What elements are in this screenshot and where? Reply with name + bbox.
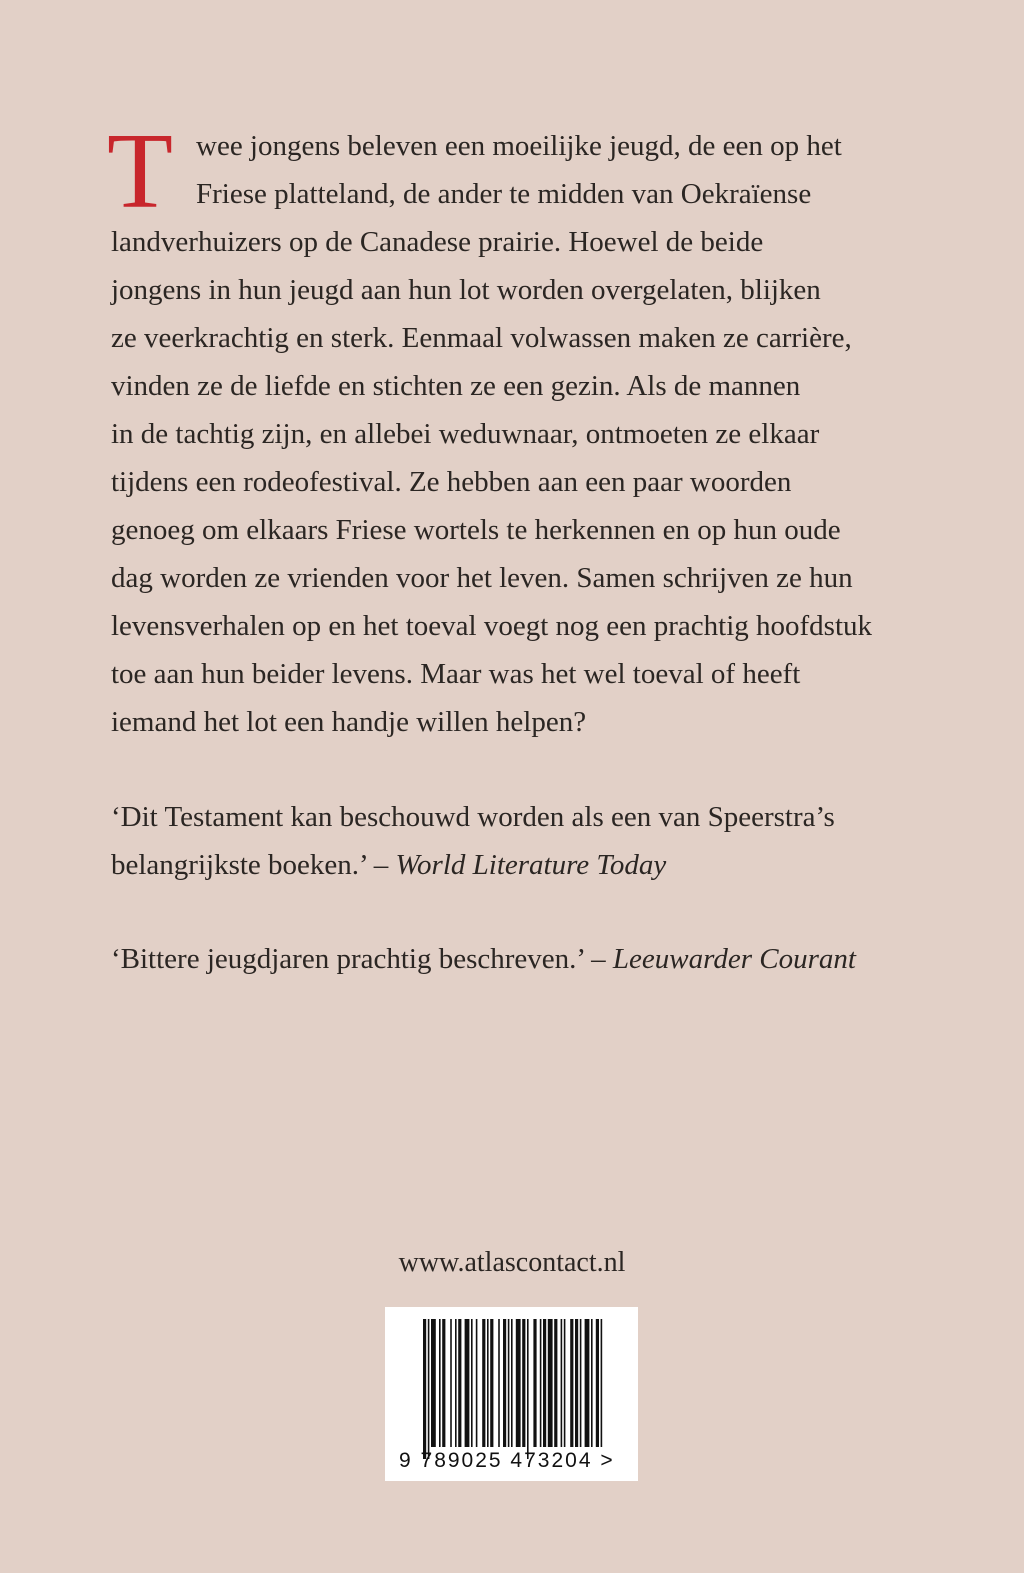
blurb-line: ze veerkrachtig en sterk. Eenmaal volwassen maken ze carrière, — [111, 322, 852, 354]
barcode-bar — [580, 1319, 582, 1447]
review-quote-leeuwarder-courant — [111, 935, 931, 983]
barcode-bar — [428, 1319, 430, 1459]
barcode-bar — [511, 1319, 513, 1447]
blurb-line: dag worden ze vrienden voor het leven. Samen schrijven ze hun — [111, 562, 853, 594]
barcode-bar — [548, 1319, 553, 1447]
quote-source: Leeuwarder Courant — [612, 943, 856, 975]
barcode-bar — [471, 1319, 473, 1447]
blurb-line: in de tachtig zijn, en allebei weduwnaar, ontmoeten ze elkaar — [111, 418, 820, 450]
blurb-line: wee jongens beleven een moeilijke jeugd, de een op het — [196, 130, 842, 162]
blurb-line: Friese platteland, de ander te midden van Oekraïense — [196, 178, 812, 210]
blurb-line: tijdens een rodeofestival. Ze hebben aan een paar woorden — [111, 466, 792, 498]
quote-text: belangrijkste boeken.’ – — [111, 849, 396, 881]
barcode-bar — [465, 1319, 470, 1447]
barcode-bar — [527, 1319, 529, 1459]
publisher-website: www.atlascontact.nl — [398, 1247, 626, 1278]
barcode-bar — [516, 1319, 521, 1447]
barcode-bar — [455, 1319, 457, 1447]
barcode-bar — [490, 1319, 493, 1447]
barcode-bar — [596, 1319, 599, 1447]
barcode-bar — [564, 1319, 566, 1447]
blurb-line: iemand het lot een handje willen helpen? — [111, 706, 587, 738]
barcode-bar — [601, 1319, 603, 1447]
barcode-bar — [561, 1319, 563, 1447]
barcode-bar — [498, 1319, 500, 1447]
blurb-line: levensverhalen op en het toeval voegt nog een prachtig hoofdstuk — [111, 610, 873, 642]
blurb-line: toe aan hun beider levens. Maar was het wel toeval of heeft — [111, 658, 801, 690]
quote-source: World Literature Today — [395, 849, 667, 881]
blurb-line: vinden ze de liefde en stichten ze een gezin. Als de mannen — [111, 370, 801, 402]
quote-line — [111, 841, 931, 889]
barcode-bar — [458, 1319, 461, 1447]
barcode-bar — [570, 1319, 573, 1447]
blurb-line: genoeg om elkaars Friese wortels te herkennen en op hun oude — [111, 514, 841, 546]
drop-cap: T — [107, 112, 173, 231]
blurb-line: jongens in hun jeugd aan hun lot worden overgelaten, blijken — [111, 274, 821, 306]
barcode-bar — [482, 1319, 485, 1447]
review-quote-world-literature-today — [111, 793, 931, 889]
barcode-bar — [476, 1319, 478, 1447]
barcode-bar — [575, 1319, 578, 1447]
barcode-bar — [487, 1319, 489, 1447]
barcode-bar — [431, 1319, 436, 1447]
barcode-bar — [503, 1319, 506, 1447]
barcode-bar — [450, 1319, 452, 1447]
quote-line — [111, 935, 931, 983]
barcode-bar — [543, 1319, 546, 1447]
blurb-line: landverhuizers op de Canadese prairie. Hoewel de beide — [111, 226, 764, 258]
barcode-bar — [540, 1319, 542, 1447]
blurb-text — [107, 112, 911, 746]
barcode-bar — [439, 1319, 441, 1447]
barcode-bar — [423, 1319, 426, 1459]
barcode-bar — [554, 1319, 557, 1447]
barcode-bar — [442, 1319, 445, 1447]
barcode-bar — [591, 1319, 593, 1447]
quote-text: ‘Bittere jeugdjaren prachtig beschreven.’ – — [111, 943, 613, 975]
barcode-bar — [585, 1319, 590, 1447]
isbn-barcode — [385, 1307, 638, 1481]
barcode-bar — [533, 1319, 536, 1447]
quote-line: ‘Dit Testament kan beschouwd worden als een van Speerstra’s — [111, 801, 835, 833]
barcode-bar — [522, 1319, 525, 1447]
barcode-bar — [508, 1319, 510, 1447]
barcode-digits: 9 789025 473204 > — [399, 1449, 615, 1472]
